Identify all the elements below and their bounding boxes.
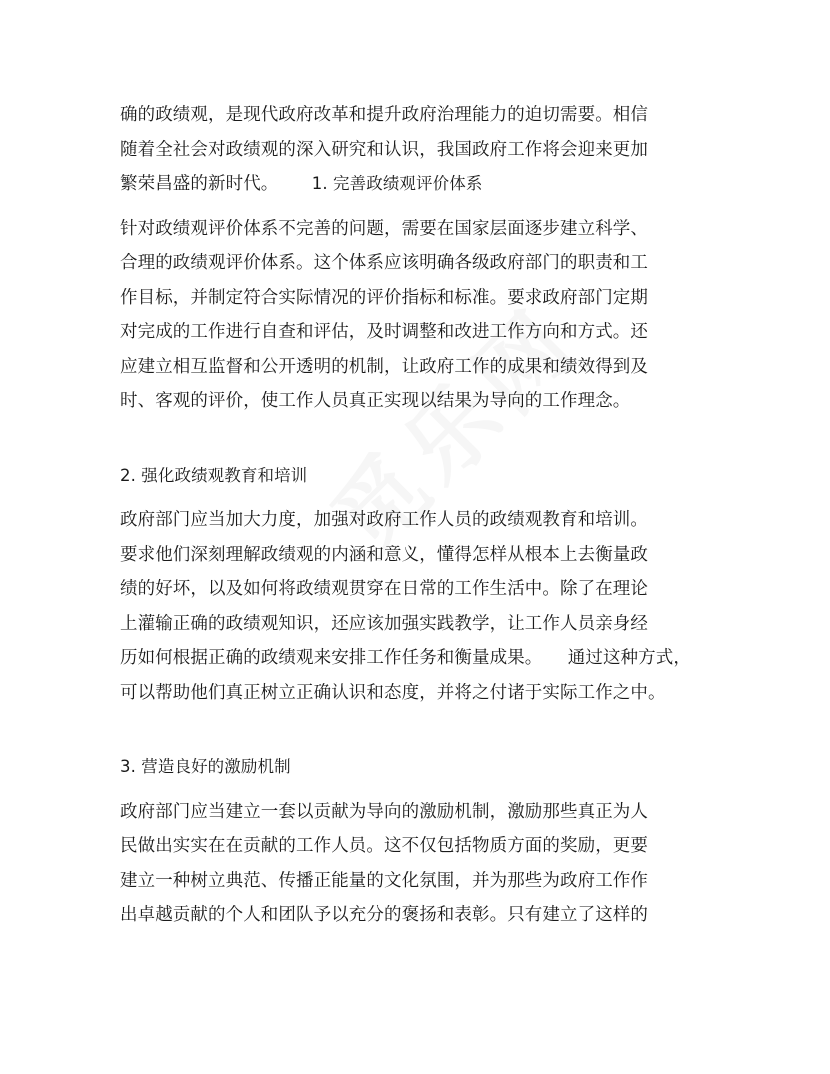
text-line: 政府部门应当建立一套以贡献为导向的激励机制，激励那些真正为人: [120, 801, 648, 822]
text-line: 可以帮助他们真正树立正确认识和态度，并将之付诸于实际工作之中。: [120, 682, 666, 703]
text-line: 随着全社会对政绩观的深入研究和认识，我国政府工作将会迎来更加: [120, 139, 648, 160]
text-line: 作目标，并制定符合实际情况的评价指标和标准。要求政府部门定期: [120, 287, 648, 308]
text-fragment: 通过这种方式，: [567, 648, 691, 668]
text-line: 针对政绩观评价体系不完善的问题，需要在国家层面逐步建立科学、: [120, 218, 648, 239]
text-line: 民做出实实在在贡献的工作人员。这不仅包括物质方面的奖励，更要: [120, 836, 648, 856]
text-line: 时、客观的评价，使工作人员真正实现以结果为导向的工作理念。: [120, 391, 631, 411]
text-line: 出卓越贡献的个人和团队予以充分的褒扬和表彰。只有建立了这样的: [120, 905, 648, 925]
text-fragment: 繁荣昌盛的新时代。: [120, 174, 279, 194]
text-fragment: 历如何根据正确的政绩观来安排工作任务和衡量成果。: [120, 648, 543, 668]
text-line: 对完成的工作进行自查和评估，及时调整和改进工作方向和方式。还: [120, 322, 648, 342]
section-heading-1: 1. 完善政绩观评价体系: [311, 174, 483, 193]
text-line: 政府部门应当加大力度，加强对政府工作人员的政绩观教育和培训。: [120, 510, 648, 530]
section-heading-3: 3. 营造良好的激励机制: [120, 757, 291, 776]
section-3-paragraph: [120, 795, 720, 933]
text-line: 建立一种树立典范、传播正能量的文化氛围，并为那些为政府工作作: [120, 870, 648, 891]
text-line: 应建立相互监督和公开透明的机制，让政府工作的成果和绩效得到及: [120, 356, 648, 377]
section-2-paragraph: [120, 503, 720, 710]
text-line: 确的政绩观，是现代政府改革和提升政府治理能力的迫切需要。相信: [120, 105, 648, 125]
text-line: [120, 167, 720, 202]
text-line: 要求他们深刻理解政绩观的内涵和意义，懂得怎样从根本上去衡量政: [120, 544, 648, 565]
text-line: [120, 641, 720, 676]
text-line: 上灌输正确的政绩观知识，还应该加强实践教学，让工作人员亲身经: [120, 613, 648, 634]
section-1-paragraph: [120, 212, 720, 419]
document-body: [120, 98, 720, 933]
intro-paragraph: [120, 98, 720, 202]
section-heading-2: 2. 强化政绩观教育和培训: [120, 465, 308, 485]
text-line: 合理的政绩观评价体系。这个体系应该明确各级政府部门的职责和工: [120, 253, 648, 273]
text-line: 绩的好坏，以及如何将政绩观贯穿在日常的工作生活中。除了在理论: [120, 579, 648, 599]
